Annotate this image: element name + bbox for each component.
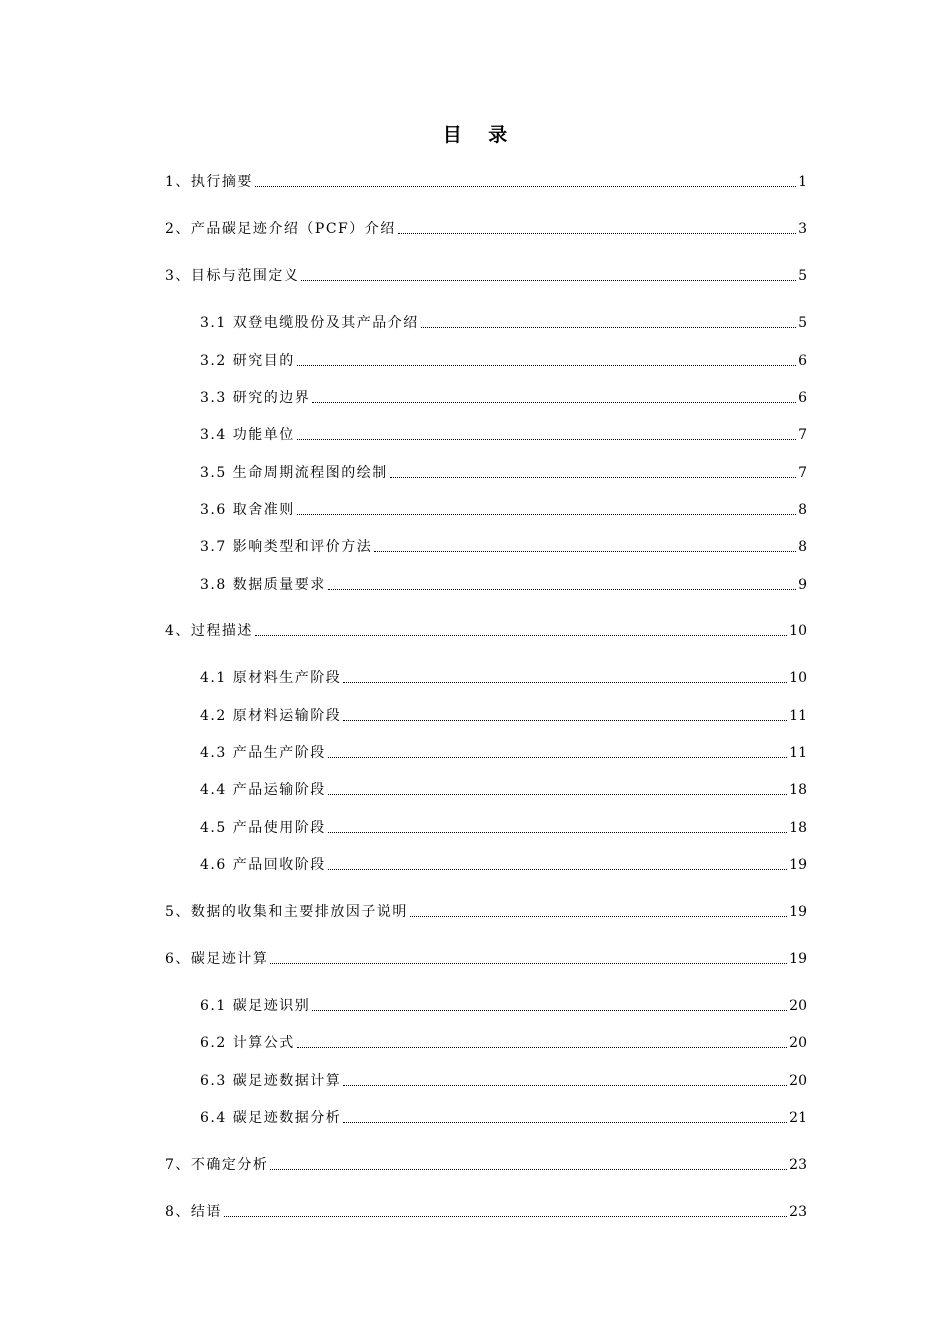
toc-entry[interactable] (200, 424, 807, 444)
toc-entry-label: 6.2 计算公式 (200, 1035, 295, 1051)
toc-dot-leader (328, 589, 796, 590)
toc-entry-label: 3.2 研究目的 (200, 353, 295, 369)
toc-entry[interactable] (165, 265, 807, 285)
toc-dot-leader (297, 1047, 787, 1048)
toc-entry-page-number: 10 (789, 623, 807, 639)
toc-entry-label: 3.5 生命周期流程图的绘制 (200, 465, 388, 481)
toc-dot-leader (374, 551, 796, 552)
toc-dot-leader (270, 1169, 787, 1170)
toc-dot-leader (390, 477, 796, 478)
toc-entry-page-number: 3 (798, 221, 807, 237)
toc-dot-leader (410, 916, 787, 917)
toc-entry[interactable] (200, 705, 807, 725)
toc-dot-leader (343, 1122, 787, 1123)
toc-entry[interactable] (200, 667, 807, 687)
toc-entry-label: 4.2 原材料运输阶段 (200, 708, 342, 724)
toc-entry[interactable] (200, 1070, 807, 1090)
toc-entry-label: 6.1 碳足迹识别 (200, 998, 311, 1014)
toc-entry-page-number: 20 (789, 1073, 807, 1089)
toc-dot-leader (255, 186, 796, 187)
toc-entry[interactable] (200, 387, 807, 407)
toc-entry[interactable] (165, 1154, 807, 1174)
toc-entry[interactable] (200, 854, 807, 874)
toc-dot-leader (343, 720, 787, 721)
toc-entry-page-number: 8 (798, 502, 807, 518)
toc-entry[interactable] (200, 817, 807, 837)
toc-dot-leader (421, 327, 796, 328)
toc-entry[interactable] (165, 218, 807, 238)
toc-entry[interactable] (200, 1107, 807, 1127)
toc-entry-label: 7、不确定分析 (165, 1157, 269, 1173)
toc-entry-label: 4.6 产品回收阶段 (200, 857, 326, 873)
toc-entry-label: 6.3 碳足迹数据计算 (200, 1073, 342, 1089)
toc-entry-page-number: 18 (789, 820, 807, 836)
toc-entry-page-number: 20 (789, 1035, 807, 1051)
toc-dot-leader (328, 757, 787, 758)
toc-entry-label: 1、执行摘要 (165, 174, 253, 190)
toc-entry-label: 3.3 研究的边界 (200, 390, 311, 406)
toc-entry-page-number: 6 (798, 390, 807, 406)
toc-entry-label: 6、碳足迹计算 (165, 951, 269, 967)
toc-entry-label: 4.4 产品运输阶段 (200, 782, 326, 798)
toc-entry[interactable] (200, 536, 807, 556)
toc-dot-leader (224, 1216, 787, 1217)
toc-entry[interactable] (165, 1201, 807, 1221)
toc-entry-label: 3.7 影响类型和评价方法 (200, 539, 373, 555)
toc-entry[interactable] (165, 948, 807, 968)
toc-entry-page-number: 23 (789, 1204, 807, 1220)
toc-entry-label: 6.4 碳足迹数据分析 (200, 1110, 342, 1126)
toc-entry[interactable] (165, 901, 807, 921)
toc-entry-label: 3.4 功能单位 (200, 427, 295, 443)
toc-entry-label: 3.8 数据质量要求 (200, 577, 326, 593)
toc-entry-page-number: 9 (798, 577, 807, 593)
toc-entry[interactable] (165, 620, 807, 640)
toc-entry[interactable] (200, 462, 807, 482)
toc-entry-label: 4、过程描述 (165, 623, 253, 639)
toc-dot-leader (270, 963, 787, 964)
toc-entry-page-number: 1 (798, 174, 807, 190)
toc-entry[interactable] (200, 1032, 807, 1052)
toc-entry-page-number: 8 (798, 539, 807, 555)
toc-entry-page-number: 21 (789, 1110, 807, 1126)
toc-dot-leader (301, 280, 796, 281)
toc-dot-leader (312, 402, 796, 403)
toc-entry-page-number: 19 (789, 904, 807, 920)
toc-dot-leader (328, 832, 787, 833)
toc-dot-leader (328, 794, 787, 795)
toc-entry-page-number: 23 (789, 1157, 807, 1173)
toc-entry-label: 4.5 产品使用阶段 (200, 820, 326, 836)
toc-dot-leader (328, 869, 787, 870)
toc-dot-leader (255, 635, 787, 636)
toc-entry-label: 4.1 原材料生产阶段 (200, 670, 342, 686)
toc-entry[interactable] (200, 742, 807, 762)
toc-dot-leader (297, 514, 796, 515)
toc-dot-leader (343, 682, 787, 683)
toc-entry-page-number: 19 (789, 857, 807, 873)
toc-dot-leader (398, 233, 796, 234)
toc-entry-page-number: 11 (789, 708, 807, 724)
toc-entry-page-number: 11 (789, 745, 807, 761)
toc-entry-page-number: 20 (789, 998, 807, 1014)
toc-entry-page-number: 7 (798, 427, 807, 443)
toc-entry[interactable] (165, 171, 807, 191)
toc-entry-label: 3.6 取舍准则 (200, 502, 295, 518)
toc-entry[interactable] (200, 499, 807, 519)
toc-entry-page-number: 7 (798, 465, 807, 481)
toc-dot-leader (343, 1085, 787, 1086)
toc-entry[interactable] (200, 350, 807, 370)
toc-entry[interactable] (200, 779, 807, 799)
toc-entry-page-number: 6 (798, 353, 807, 369)
toc-entry-page-number: 19 (789, 951, 807, 967)
toc-entry[interactable] (200, 312, 807, 332)
toc-dot-leader (297, 365, 796, 366)
toc-entry-page-number: 5 (798, 315, 807, 331)
toc-title: 目 录 (442, 124, 518, 146)
toc-entry-label: 5、数据的收集和主要排放因子说明 (165, 904, 408, 920)
toc-dot-leader (312, 1010, 787, 1011)
toc-entry-label: 3、目标与范围定义 (165, 268, 300, 284)
toc-entry-label: 3.1 双登电缆股份及其产品介绍 (200, 315, 419, 331)
toc-entry-page-number: 18 (789, 782, 807, 798)
toc-entry-label: 8、结语 (165, 1204, 222, 1220)
toc-entry-page-number: 5 (798, 268, 807, 284)
toc-dot-leader (297, 439, 796, 440)
toc-entry-label: 4.3 产品生产阶段 (200, 745, 326, 761)
toc-entry-page-number: 10 (789, 670, 807, 686)
toc-entry[interactable] (200, 995, 807, 1015)
toc-entry-label: 2、产品碳足迹介绍（PCF）介绍 (165, 221, 396, 237)
toc-entry[interactable] (200, 574, 807, 594)
